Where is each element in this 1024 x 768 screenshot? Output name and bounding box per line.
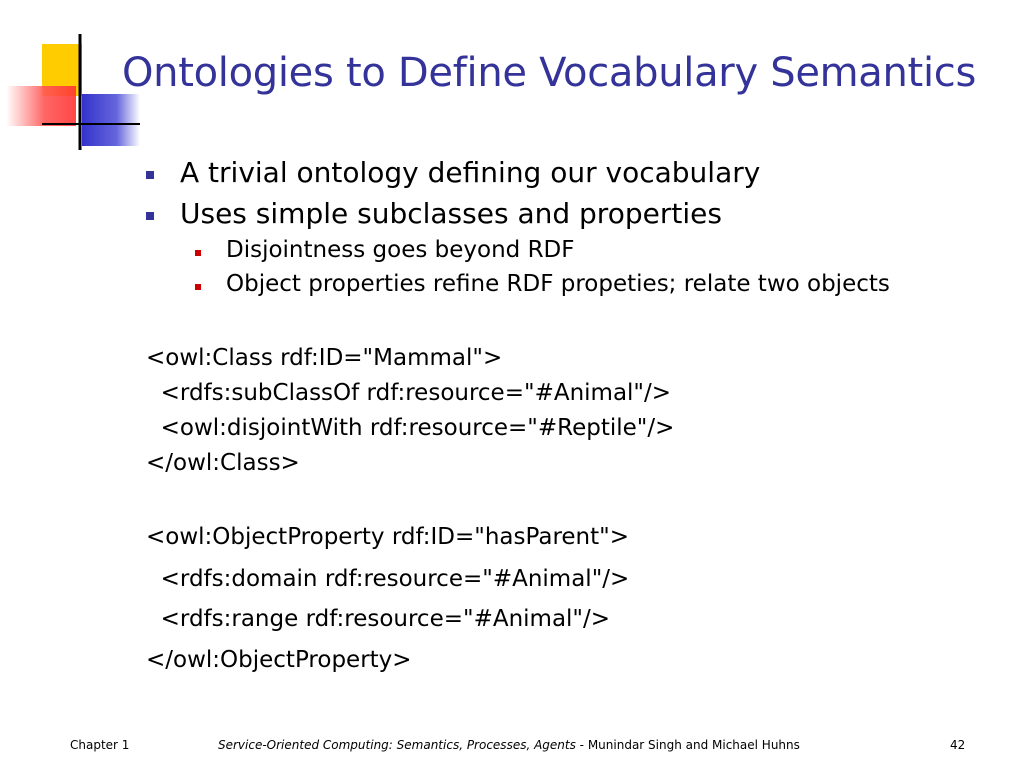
bullet-text: A trivial ontology defining our vocabulary	[180, 156, 761, 189]
bullet-text: Uses simple subclasses and properties	[180, 197, 722, 230]
code-line: <rdfs:subClassOf rdf:resource="#Animal"/>	[146, 380, 672, 406]
sub-bullet-text: Object properties refine RDF propeties; relate two objects	[226, 271, 890, 297]
footer-page-number: 42	[950, 738, 966, 752]
code-line: <owl:disjointWith rdf:resource="#Reptile"/>	[146, 415, 675, 441]
footer-book-title: Service-Oriented Computing: Semantics, Processes, Agents	[218, 738, 576, 752]
code-line: <owl:Class rdf:ID="Mammal">	[146, 345, 503, 371]
code-line: <rdfs:domain rdf:resource="#Animal"/>	[146, 566, 630, 592]
square-bullet-icon	[146, 171, 154, 179]
small-square-bullet-icon	[195, 250, 201, 256]
small-square-bullet-icon	[195, 284, 201, 290]
footer-authors: - Munindar Singh and Michael Huhns	[575, 738, 800, 752]
slide-logo-icon	[0, 0, 140, 160]
code-line: <rdfs:range rdf:resource="#Animal"/>	[146, 606, 611, 632]
square-bullet-icon	[146, 212, 154, 220]
code-line: </owl:Class>	[146, 450, 300, 476]
sub-bullet-text: Disjointness goes beyond RDF	[226, 237, 575, 263]
code-line: </owl:ObjectProperty>	[146, 647, 412, 673]
footer-credit	[218, 738, 800, 752]
slide-title: Ontologies to Define Vocabulary Semantics	[122, 50, 976, 96]
footer-chapter: Chapter 1	[70, 738, 130, 752]
code-line: <owl:ObjectProperty rdf:ID="hasParent">	[146, 524, 629, 550]
